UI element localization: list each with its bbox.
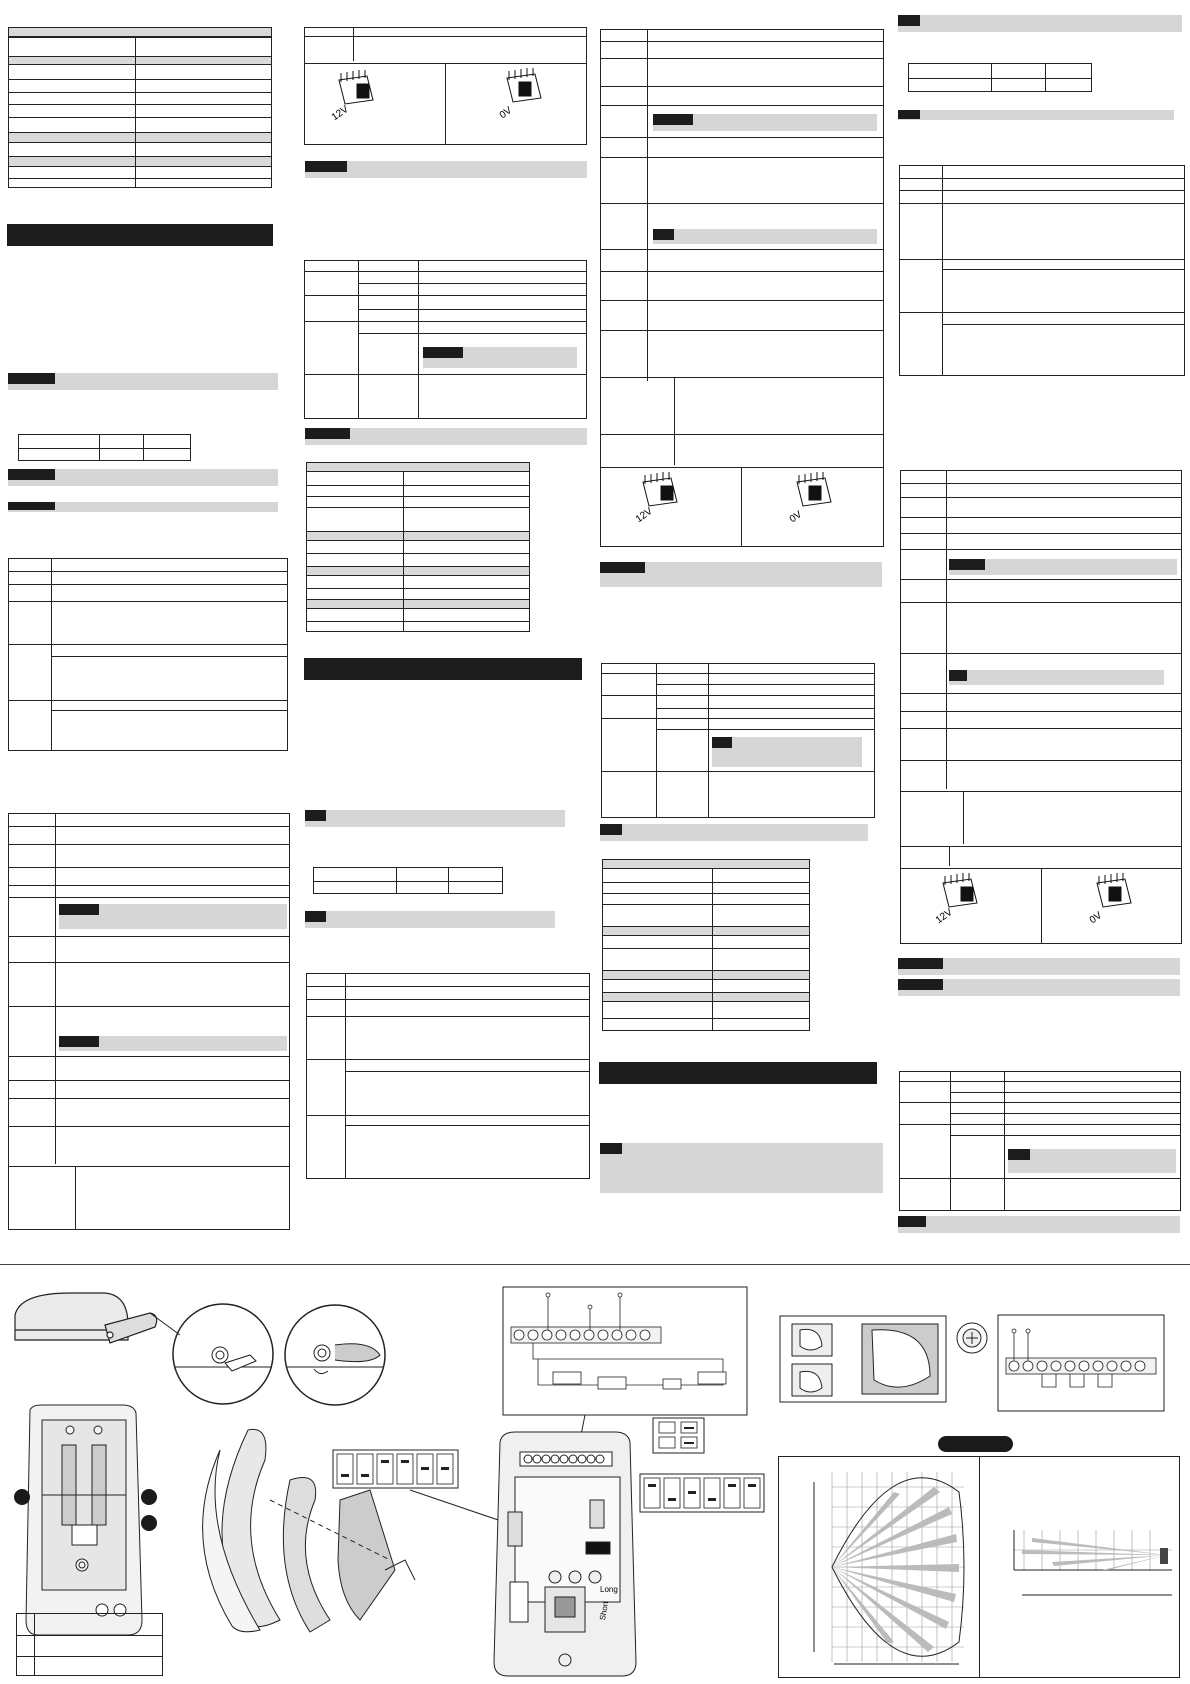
jumper-12v-label-3: 12V bbox=[933, 906, 955, 927]
spec-table-2 bbox=[306, 462, 530, 632]
marker-2 bbox=[141, 1489, 157, 1505]
marker-1 bbox=[14, 1489, 30, 1505]
small-table-2 bbox=[313, 867, 503, 894]
spec-table-3 bbox=[602, 859, 810, 1031]
adjust-knob-icon bbox=[952, 1318, 992, 1358]
pulse-long-label: Long bbox=[600, 1585, 618, 1594]
terminal-wiring-diagram bbox=[998, 1315, 1166, 1413]
mode-table-1 bbox=[304, 260, 587, 419]
dip-switch-grid-2 bbox=[653, 1418, 705, 1454]
note-bar-7 bbox=[305, 911, 555, 928]
spec-table-1 bbox=[8, 27, 272, 188]
note-bar-12 bbox=[898, 110, 1174, 120]
settings-table-5 bbox=[899, 165, 1185, 376]
jumper-12v-label-2: 12V bbox=[633, 505, 655, 526]
jumper-12v-diagram bbox=[327, 70, 387, 124]
note-bar-2 bbox=[8, 469, 278, 486]
settings-table-1 bbox=[8, 558, 288, 751]
coverage-top-view bbox=[784, 1462, 974, 1672]
dip-switch-grid-1 bbox=[333, 1450, 458, 1490]
jumper-0v-label: 0V bbox=[497, 105, 515, 122]
note-bar-6 bbox=[305, 810, 565, 827]
page-divider bbox=[0, 1264, 1190, 1265]
jumper-12v-diagram-2 bbox=[631, 472, 691, 526]
settings-table-6 bbox=[900, 470, 1182, 944]
note-bar-14 bbox=[898, 979, 1180, 996]
detector-side-illustration bbox=[10, 1285, 410, 1425]
note-bar-3 bbox=[8, 502, 278, 512]
detector-pcb-illustration bbox=[490, 1432, 640, 1677]
jumper-table-1 bbox=[304, 27, 587, 145]
wiring-schematic bbox=[503, 1287, 748, 1417]
marker-3 bbox=[141, 1515, 157, 1531]
settings-table-2 bbox=[8, 813, 290, 1230]
settings-table-3 bbox=[306, 973, 590, 1179]
note-bar-4 bbox=[305, 161, 587, 178]
jumper-0v-label-3: 0V bbox=[1087, 910, 1105, 927]
mode-table-2 bbox=[601, 663, 875, 818]
section-banner-1 bbox=[7, 224, 273, 246]
note-bar-5 bbox=[305, 428, 587, 445]
jumper-12v-label: 12V bbox=[329, 103, 351, 124]
jumper-0v-diagram-2 bbox=[785, 472, 845, 526]
small-table-1 bbox=[18, 434, 191, 461]
jumper-0v-diagram bbox=[495, 68, 555, 122]
coverage-title-pill bbox=[938, 1436, 1013, 1452]
note-bar-15 bbox=[898, 1216, 1180, 1233]
jumper-12v-diagram-3 bbox=[931, 873, 991, 927]
section-banner-3 bbox=[599, 1062, 877, 1084]
small-table-3 bbox=[908, 63, 1092, 92]
lens-mask-illustration bbox=[780, 1316, 948, 1404]
jumper-0v-label-2: 0V bbox=[787, 509, 805, 526]
coverage-side-view bbox=[992, 1510, 1182, 1620]
note-bar-9 bbox=[600, 824, 868, 841]
settings-table-4 bbox=[600, 29, 884, 547]
mode-table-3 bbox=[899, 1071, 1181, 1211]
dip-switch-grid-3 bbox=[640, 1474, 765, 1514]
jumper-0v-diagram-3 bbox=[1085, 873, 1145, 927]
note-bar-11 bbox=[898, 15, 1182, 32]
note-bar-1 bbox=[8, 373, 278, 390]
pcb-backplate-illustration bbox=[22, 1405, 152, 1640]
pulse-short-label: Short bbox=[598, 1600, 611, 1621]
note-bar-10 bbox=[600, 1143, 883, 1193]
note-bar-13 bbox=[898, 958, 1180, 975]
section-banner-2 bbox=[304, 658, 582, 680]
legend-table-bottom bbox=[16, 1613, 163, 1676]
zoom-circle-1 bbox=[173, 1304, 273, 1404]
note-bar-8 bbox=[600, 562, 882, 587]
